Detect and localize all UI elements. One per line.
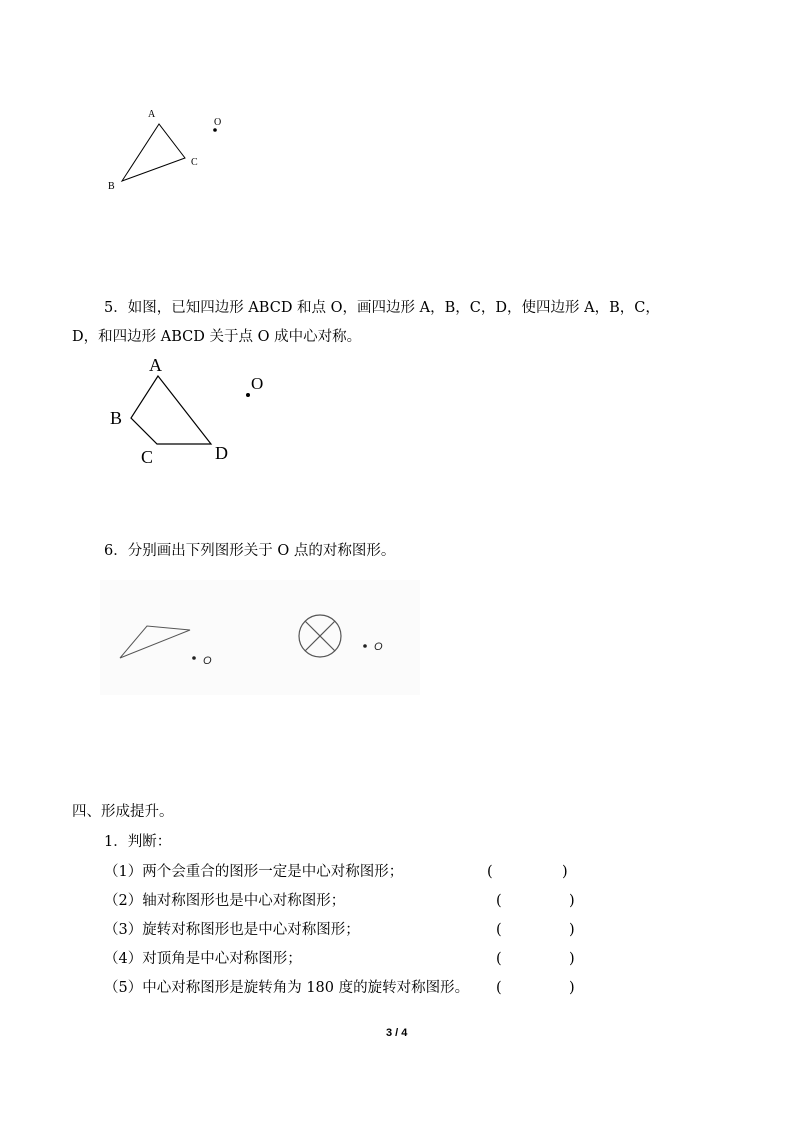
- page-number: 3 / 4: [386, 1027, 408, 1039]
- label-o-left: O: [203, 655, 212, 667]
- section-4-heading: 四、形成提升。: [72, 804, 174, 820]
- triangle-abc-figure: [100, 100, 230, 200]
- label-b: B: [108, 181, 115, 192]
- answer-paren-close-5: ): [569, 980, 575, 996]
- q5-line-1: 5．如图，已知四边形 ABCD 和点 O，画四边形 A，B，C，D，使四边形 A，B，C，: [104, 300, 660, 316]
- quadrilateral-abcd: [131, 376, 211, 444]
- judge-item-3: （3）旋转对称图形也是中心对称图形；: [104, 922, 360, 938]
- answer-paren-open-1: (: [487, 864, 493, 880]
- answer-paren-open-3: (: [496, 922, 502, 938]
- answer-paren-close-3: ): [569, 922, 575, 938]
- answer-paren-open-5: (: [496, 980, 502, 996]
- label-a: A: [148, 109, 156, 120]
- label-o-right: O: [374, 641, 383, 653]
- point-o-dot: [246, 393, 250, 397]
- judge-item-4: （4）对顶角是中心对称图形；: [104, 951, 302, 967]
- label-o: O: [251, 374, 264, 393]
- answer-paren-close-1: ): [562, 864, 568, 880]
- q6-figure: [100, 580, 420, 695]
- label-c: C: [191, 157, 198, 168]
- point-o-dot-left: [192, 656, 196, 660]
- triangle-abc: [122, 124, 185, 181]
- q5-line-2: D，和四边形 ABCD 关于点 O 成中心对称。: [72, 329, 362, 345]
- q6-text: 6．分别画出下列图形关于 O 点的对称图形。: [104, 543, 396, 559]
- label-b: B: [110, 408, 123, 428]
- label-a: A: [149, 355, 162, 375]
- judge-item-1: （1）两个会重合的图形一定是中心对称图形；: [104, 864, 404, 880]
- answer-paren-open-4: (: [496, 951, 502, 967]
- label-c: C: [141, 447, 154, 467]
- point-o-dot-right: [363, 644, 367, 648]
- answer-paren-open-2: (: [496, 893, 502, 909]
- label-o: O: [214, 117, 222, 128]
- judge-item-2: （2）轴对称图形也是中心对称图形；: [104, 893, 346, 909]
- answer-paren-close-2: ): [569, 893, 575, 909]
- answer-paren-close-4: ): [569, 951, 575, 967]
- figure-background: [100, 580, 420, 695]
- q1-title: 1．判断：: [104, 834, 172, 850]
- quadrilateral-abcd-figure: [100, 350, 280, 470]
- point-o-dot: [213, 128, 217, 132]
- judge-item-5: （5）中心对称图形是旋转角为 180 度的旋转对称图形。: [104, 980, 470, 996]
- label-d: D: [215, 443, 228, 463]
